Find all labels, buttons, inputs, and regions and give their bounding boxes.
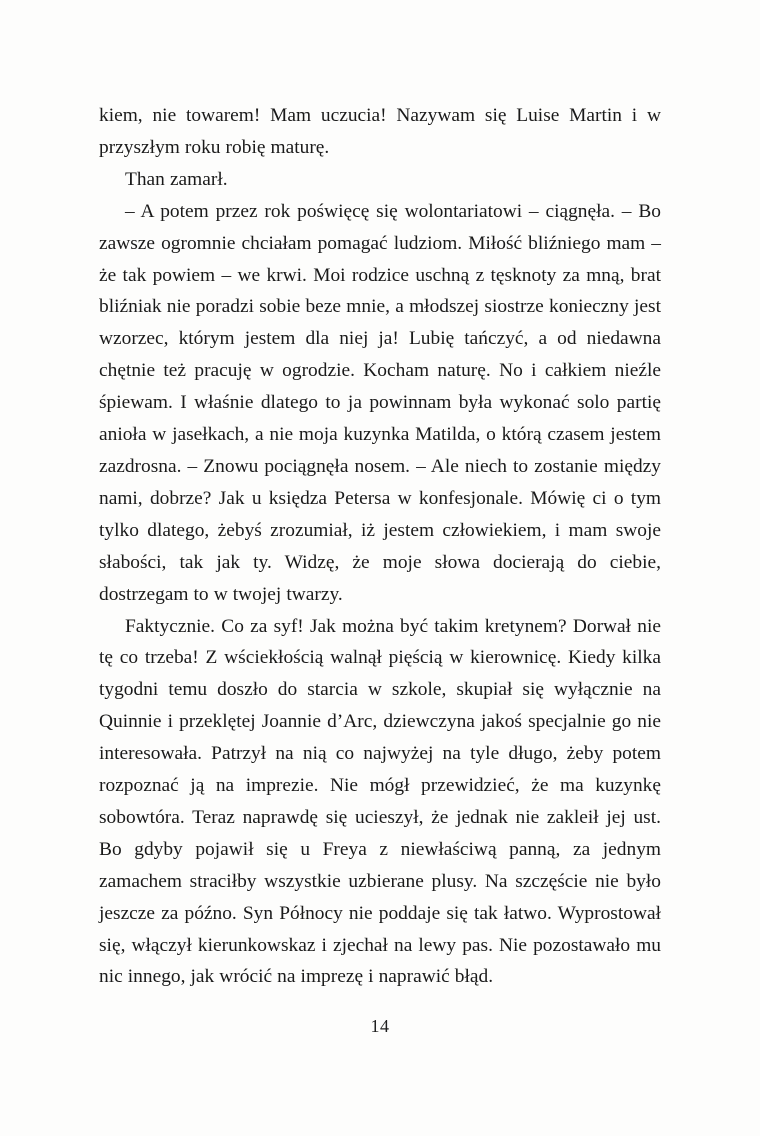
paragraph-dialogue-luise: – A potem przez rok poświęcę się wolontariatowi – ciągnęła. – Bo zawsze ogromnie chciałam pomagać ludziom. Miłość bliźniego mam – że tak powiem – we krwi. Moi rodzice uschną z tęsknoty za mną, brat bliźniak nie poradzi sobie beze mnie, a młodszej siostrze konieczny jest wzorzec, którym jestem dla niej ja! Lubię tańczyć, a od niedawna chętnie też pracuję w ogrodzie. Kocham naturę. No i całkiem nieźle śpiewam. I właśnie dlatego to ja powinnam była wykonać solo partię anioła w jasełkach, a nie moja kuzynka Matilda, o którą czasem jestem zazdrosna. – Znowu pociągnęła nosem. – Ale niech to zostanie między nami, dobrze? Jak u księdza Petersa w konfesjonale. Mówię ci o tym tylko dlatego, żebyś zrozumiał, iż jestem człowiekiem, i mam swoje słabości, tak jak ty. Widzę, że moje słowa docierają do ciebie, dostrzegam to w twojej twarzy. (99, 200, 661, 605)
paragraph-than-zamarl: Than zamarł. (125, 168, 228, 190)
page-number: 14 (370, 1016, 390, 1036)
paragraph-continued: kiem, nie towarem! Mam uczucia! Nazywam się Luise Martin i w przyszłym roku robię maturę. (99, 105, 661, 158)
paragraph-faktycznie: Faktycznie. Co za syf! Jak można być takim kretynem? Dorwał nie tę co trzeba! Z wściekłością walnął pięścią w kierownicę. Kiedy kilka tygodni temu doszło do starcia w szkole, skupiał się wyłącznie na Quinnie i przeklętej Joannie d’Arc, dziewczyna jakoś specjalnie go nie interesowała. Patrzył na nią co najwyżej na tyle długo, żeby potem rozpoznać ją na imprezie. Nie mógł przewidzieć, że ma kuzynkę sobowtóra. Teraz naprawdę się ucieszył, że jednak nie zakleił jej ust. Bo gdyby pojawił się u Freya z niewłaściwą panną, za jednym zamachem straciłby wszystkie uzbierane plusy. Na szczęście nie było jeszcze za późno. Syn Północy nie poddaje się tak łatwo. Wyprostował się, włączył kierunkowskaz i zjechał na lewy pas. Nie pozostawało mu nic innego, jak wrócić na imprezę i naprawić błąd. (99, 615, 661, 988)
body-text-block (99, 100, 661, 993)
